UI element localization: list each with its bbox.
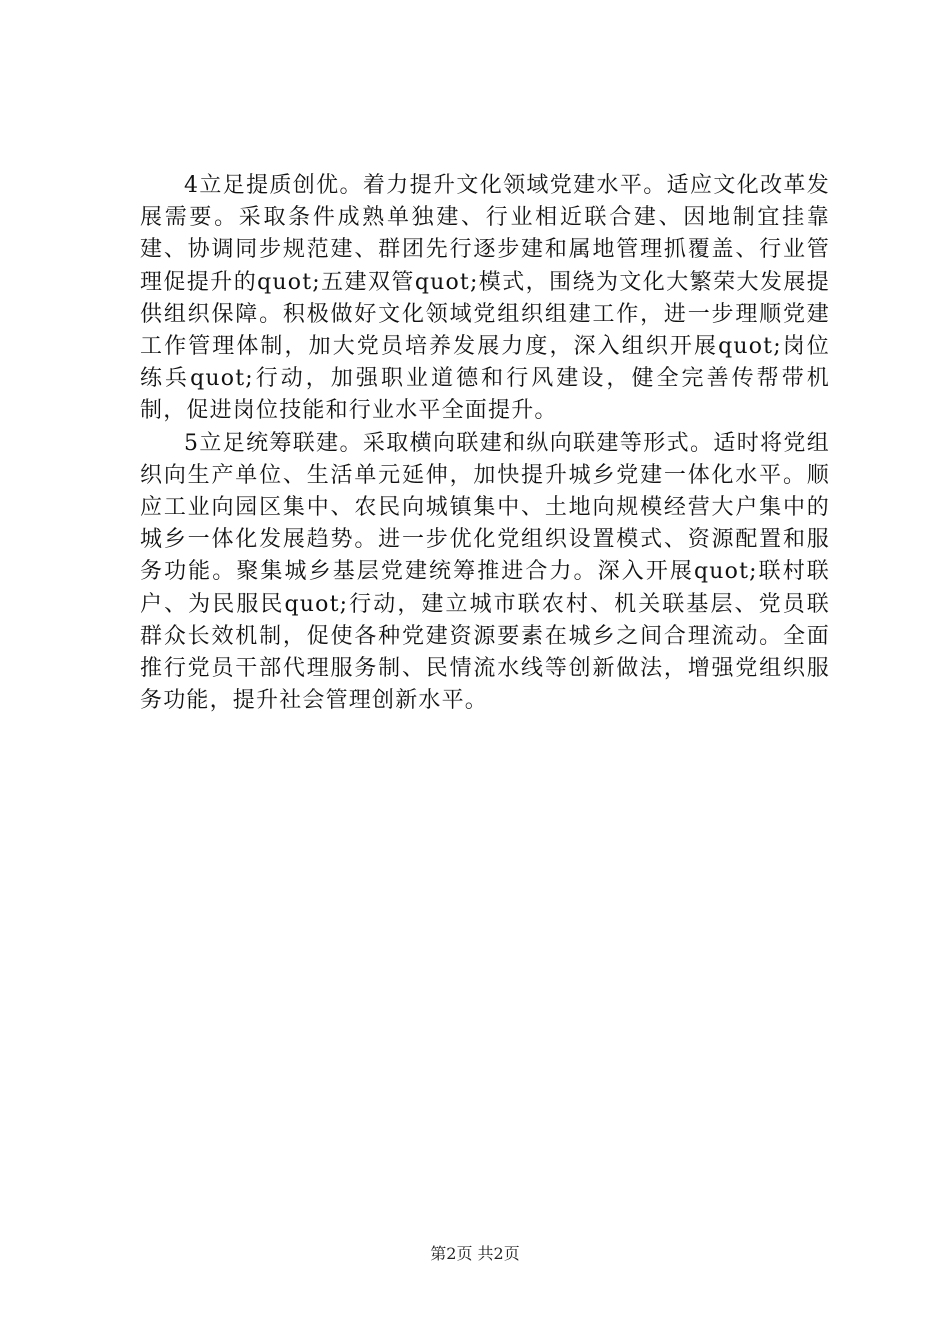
page-number-footer: 第2页 共2页: [430, 1244, 520, 1263]
paragraph-4: 4立足提质创优。着力提升文化领域党建水平。适应文化改革发展需要。采取条件成熟单独建、行业相近联合建、因地制宜挂靠建、协调同步规范建、群团先行逐步建和属地管理抓覆盖、行业管理促提升的quot;五建双管quot;模式，围绕为文化大繁荣大发展提供组织保障。积极做好文化领域党组织组建工作，进一步理顺党建工作管理体制，加大党员培养发展力度，深入组织开展quot;岗位练兵quot;行动，加强职业道德和行风建设，健全完善传帮带机制，促进岗位技能和行业水平全面提升。: [140, 173, 830, 424]
paragraph-5: 5立足统筹联建。采取横向联建和纵向联建等形式。适时将党组织向生产单位、生活单元延伸，加快提升城乡党建一体化水平。顺应工业向园区集中、农民向城镇集中、土地向规模经营大户集中的城乡一体化发展趋势。进一步优化党组织设置模式、资源配置和服务功能。聚集城乡基层党建统筹推进合力。深入开展quot;联村联户、为民服民quot;行动，建立城市联农村、机关联基层、党员联群众长效机制，促使各种党建资源要素在城乡之间合理流动。全面推行党员干部代理服务制、民情流水线等创新做法，增强党组织服务功能，提升社会管理创新水平。: [140, 430, 830, 714]
document-body: [140, 170, 830, 717]
